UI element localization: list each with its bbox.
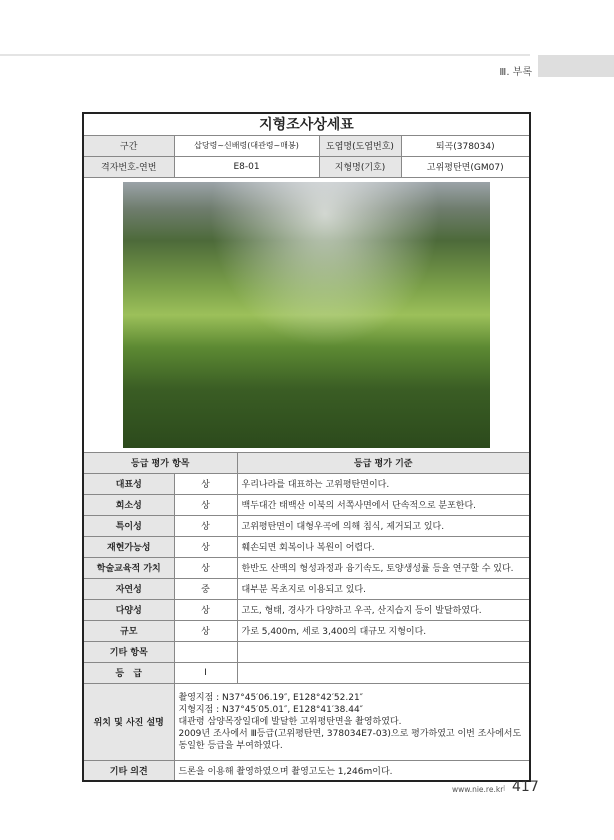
eval-item: 특이성 (83, 515, 174, 536)
eval-item: 학술교육적 가치 (83, 557, 174, 578)
grid-number-label: 격자번호-연번 (83, 156, 174, 177)
eval-item: 자연성 (83, 578, 174, 599)
eval-grade: 상 (174, 515, 237, 536)
other-opinion-value: 드론을 이용해 촬영하였으며 촬영고도는 1,246m이다. (174, 760, 530, 781)
location-label: 위치 및 사진 설명 (83, 683, 174, 760)
other-opinion-label: 기타 의견 (83, 760, 174, 781)
eval-grade: 상 (174, 620, 237, 641)
footer-separator: I (503, 784, 506, 793)
eval-item-header: 등급 평가 항목 (83, 452, 237, 473)
table-row (83, 494, 530, 515)
eval-item: 규모 (83, 620, 174, 641)
eval-grade: 중 (174, 578, 237, 599)
eval-description: 고위평탄면이 대형우곡에 의해 침식, 제거되고 있다. (237, 515, 530, 536)
table-row (83, 557, 530, 578)
eval-description: 대부분 목초지로 이용되고 있다. (237, 578, 530, 599)
table-row (83, 578, 530, 599)
eval-grade: Ⅰ (174, 662, 237, 683)
eval-description: 훼손되면 회복이나 복원이 어렵다. (237, 536, 530, 557)
table-row (83, 536, 530, 557)
eval-item: 다양성 (83, 599, 174, 620)
table-row (83, 473, 530, 494)
eval-grade: 상 (174, 536, 237, 557)
photo-cell (83, 177, 530, 452)
location-line: 대관령 삼양목장일대에 발달한 고위평탄면을 촬영하였다. (178, 716, 402, 727)
eval-item: 대표성 (83, 473, 174, 494)
eval-grade: 상 (174, 557, 237, 578)
table-title: 지형조사상세표 (83, 113, 530, 135)
table-row (83, 620, 530, 641)
eval-description: 고도, 형태, 경사가 다양하고 우곡, 산지습지 등이 발달하였다. (237, 599, 530, 620)
eval-item: 등 급 (83, 662, 174, 683)
landform-name-value: 고위평탄면(GM07) (401, 156, 530, 177)
aerial-landscape-photo (123, 182, 490, 448)
eval-description (237, 662, 530, 683)
eval-item: 기타 항목 (83, 641, 174, 662)
map-name-label: 도엽명(도엽번호) (319, 135, 401, 156)
eval-grade: 상 (174, 494, 237, 515)
eval-description (237, 641, 530, 662)
section-label-cell: 구간 (83, 135, 174, 156)
eval-description: 우리나라를 대표하는 고위평탄면이다. (237, 473, 530, 494)
eval-grade (174, 641, 237, 662)
location-line: 2009년 조사에서 Ⅲ등급(고위평탄면, 378034E7-03)으로 평가하였고 이번 조사에서도 (178, 728, 522, 739)
footer-url: www.nie.re.kr (452, 785, 504, 794)
landform-name-label: 지형명(기호) (319, 156, 401, 177)
grid-number-value: E8-01 (174, 156, 319, 177)
table-row (83, 599, 530, 620)
header-tab-block (538, 55, 614, 77)
eval-description: 한반도 산맥의 형성과정과 융기속도, 토양생성률 등을 연구할 수 있다. (237, 557, 530, 578)
eval-item: 재현가능성 (83, 536, 174, 557)
map-name-value: 퇴곡(378034) (401, 135, 530, 156)
eval-grade: 상 (174, 599, 237, 620)
eval-description: 가로 5,400m, 세로 3,400의 대규모 지형이다. (237, 620, 530, 641)
location-description (174, 683, 530, 760)
table-row (83, 662, 530, 683)
table-row (83, 641, 530, 662)
section-value: 삽당령~신배령(대관령~매봉) (174, 135, 319, 156)
page-number: 417 (512, 779, 539, 795)
location-line: 지형지점 : N37°45′05.01″, E128°41′38.44″ (178, 704, 364, 715)
location-line: 촬영지점 : N37°45′06.19″, E128°42′52.21″ (178, 692, 364, 703)
eval-grade: 상 (174, 473, 237, 494)
table-row (83, 515, 530, 536)
eval-item: 희소성 (83, 494, 174, 515)
location-line: 동일한 등급을 부여하였다. (178, 740, 283, 751)
landform-survey-table (82, 112, 531, 782)
section-label: Ⅲ. 부록 (499, 67, 532, 78)
eval-criteria-header: 등급 평가 기준 (237, 452, 530, 473)
header-rule (0, 54, 530, 56)
eval-description: 백두대간 태백산 이북의 서쪽사면에서 단속적으로 분포한다. (237, 494, 530, 515)
